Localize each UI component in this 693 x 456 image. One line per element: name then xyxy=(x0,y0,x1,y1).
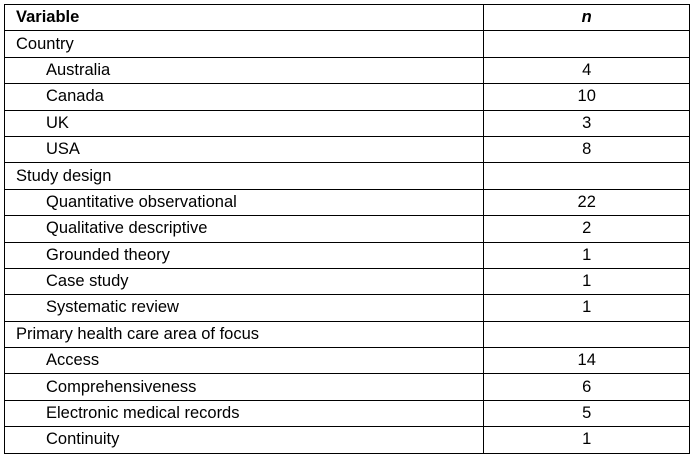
row-label: Electronic medical records xyxy=(5,400,484,426)
table-row xyxy=(5,136,690,162)
row-label: Grounded theory xyxy=(5,242,484,268)
row-value: 3 xyxy=(484,110,690,136)
row-value: 1 xyxy=(484,427,690,453)
row-label: Comprehensiveness xyxy=(5,374,484,400)
table-row xyxy=(5,268,690,294)
row-value: 5 xyxy=(484,400,690,426)
table-row xyxy=(5,216,690,242)
group-row-country xyxy=(5,31,690,57)
row-value: 2 xyxy=(484,216,690,242)
row-value: 8 xyxy=(484,136,690,162)
table-row xyxy=(5,57,690,83)
group-row-study-design xyxy=(5,163,690,189)
table-row xyxy=(5,84,690,110)
group-value-empty xyxy=(484,321,690,347)
row-label: UK xyxy=(5,110,484,136)
table-row xyxy=(5,189,690,215)
row-label: Continuity xyxy=(5,427,484,453)
header-variable: Variable xyxy=(5,5,484,31)
row-value: 10 xyxy=(484,84,690,110)
row-value: 1 xyxy=(484,268,690,294)
group-value-empty xyxy=(484,163,690,189)
row-label: Access xyxy=(5,348,484,374)
data-table xyxy=(4,4,690,454)
table-row xyxy=(5,374,690,400)
row-value: 1 xyxy=(484,295,690,321)
row-label: Quantitative observational xyxy=(5,189,484,215)
table-row xyxy=(5,348,690,374)
group-label: Study design xyxy=(5,163,484,189)
group-row-phc-focus xyxy=(5,321,690,347)
row-value: 14 xyxy=(484,348,690,374)
table-row xyxy=(5,400,690,426)
row-value: 4 xyxy=(484,57,690,83)
row-label: Qualitative descriptive xyxy=(5,216,484,242)
table-row xyxy=(5,295,690,321)
row-label: Canada xyxy=(5,84,484,110)
table-row xyxy=(5,427,690,453)
header-n: n xyxy=(484,5,690,31)
row-label: USA xyxy=(5,136,484,162)
row-label: Systematic review xyxy=(5,295,484,321)
header-row xyxy=(5,5,690,31)
group-label: Primary health care area of focus xyxy=(5,321,484,347)
row-value: 1 xyxy=(484,242,690,268)
row-label: Case study xyxy=(5,268,484,294)
row-label: Australia xyxy=(5,57,484,83)
table-row xyxy=(5,242,690,268)
group-value-empty xyxy=(484,31,690,57)
row-value: 6 xyxy=(484,374,690,400)
group-label: Country xyxy=(5,31,484,57)
table-row xyxy=(5,110,690,136)
row-value: 22 xyxy=(484,189,690,215)
